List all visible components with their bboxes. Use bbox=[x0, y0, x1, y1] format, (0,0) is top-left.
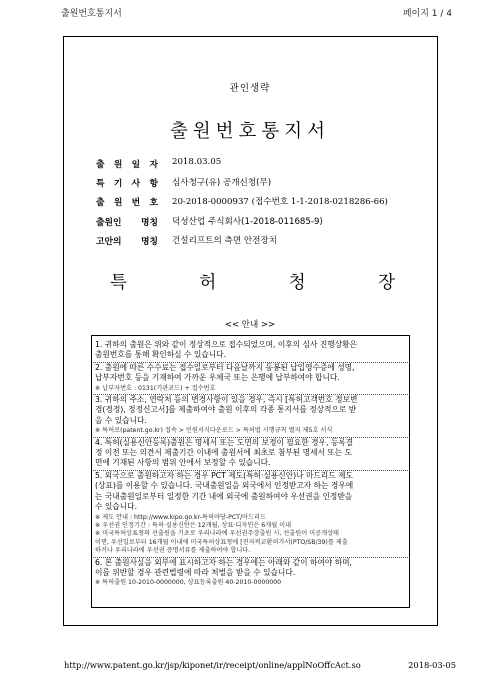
notice-text bbox=[93, 340, 410, 363]
notice-text bbox=[93, 438, 410, 471]
field-value: 덕성산업 주식회사(1-2018-011685-9) bbox=[172, 216, 323, 227]
notice-note bbox=[93, 514, 410, 558]
notice-item-3 bbox=[93, 395, 410, 438]
note-line: 이면, 우선일로부터 16개월 이내에 미국특허상표청에 [전자적교환허가서(PTO/SB/39)를 제출 bbox=[95, 538, 348, 546]
document-subtitle: 관인생략 bbox=[229, 83, 271, 94]
issuer-char: 장 bbox=[378, 273, 395, 293]
field-value: 건설리프트의 측면 안전장치 bbox=[172, 235, 278, 246]
note-line: ※ 미국특허상표청의 선출원을 기초로 우리나라에 우선권주장출원 시, 선출원이 미공개상태 bbox=[95, 530, 340, 538]
notice-item-2 bbox=[93, 363, 410, 395]
browser-print-header bbox=[0, 0, 500, 24]
field-label: 고안의 명칭 bbox=[96, 236, 158, 247]
notice-list bbox=[93, 340, 410, 589]
field-label: 출 원 번 호 bbox=[96, 198, 158, 209]
notice-line: 5. 외국으로 출원하고자 하는 경우 PCT 제도(특허·실용신안)나 마드리드 제도 bbox=[95, 470, 353, 480]
footer-date: 2018-03-05 bbox=[408, 660, 456, 670]
guide-heading: << 안내 >> bbox=[224, 320, 276, 330]
notice-line: 수 있습니다. bbox=[95, 502, 138, 512]
note-line: ※ 제도 안내 : http://www.kipo.go.kr-특허마당-PCT/마드리드 bbox=[95, 513, 266, 521]
note-line: ※ 납부자번호 : 0131(기관코드) + 접수번호 bbox=[95, 384, 216, 392]
note-line: ※ 특허로(patent.go.kr) 접속 > 민원서식다운로드 > 특허법 시행규칙 별지 제5호 서식 bbox=[95, 427, 333, 435]
notice-line: 1. 귀하의 출원은 위와 같이 정상적으로 접수되었으며, 이후의 심사 진행상황은 bbox=[95, 340, 357, 349]
notice-line: 이를 위반할 경우 관련법령에 따라 처벌을 받을 수 있습니다. bbox=[95, 567, 296, 577]
issuer-char: 청 bbox=[288, 273, 306, 293]
note-line: 하거나 우리나라에 우선권 증명서류를 제출하여야 합니다. bbox=[95, 547, 251, 555]
notice-note bbox=[93, 427, 410, 437]
notice-item-1 bbox=[93, 340, 410, 363]
field-value: 심사청구(유) 공개신청(무) bbox=[172, 178, 272, 189]
notice-line: 4. 특허(실용신안등록)출원은 명세서 또는 도면의 보정이 필요한 경우, 등록결 bbox=[95, 437, 354, 447]
field-value: 20-2018-0000937 (접수번호 1-1-2018-0218286-66) bbox=[172, 197, 388, 208]
notice-line: 2. 출원에 따른 수수료는 접수일로부터 다음날까지 동봉된 납입영수증에 성명, bbox=[95, 362, 355, 372]
notice-line: 6. 본 출원사실을 외부에 표시하고자 하는 경우에는 아래와 같이 하여야 하며, bbox=[95, 557, 353, 567]
print-header-title: 출원번호통지서 bbox=[61, 9, 122, 19]
document-title: 출원번호통지서 bbox=[169, 121, 331, 142]
notice-text bbox=[93, 471, 410, 514]
notice-line: (상표)를 이용할 수 있습니다. 국내출원일을 외국에서 인정받고자 하는 경우에 bbox=[95, 481, 354, 491]
notice-item-4 bbox=[93, 438, 410, 471]
page-indicator: 페이지 1 / 4 bbox=[402, 9, 452, 19]
notice-line: 면에 기재된 사항의 범위 안에서 보정할 수 있습니다. bbox=[95, 458, 271, 468]
notice-text bbox=[93, 363, 410, 385]
issuer-char: 특 bbox=[110, 273, 127, 293]
notice-line: 납부자번호 등을 기재하여 가까운 우체국 또는 은행에 납부하여야 합니다. bbox=[95, 373, 340, 383]
notice-line: 는 국내출원일로부터 일정한 기간 내에 외국에 출원하여야 우선권을 인정받을 bbox=[95, 491, 353, 501]
field-value: 2018.03.05 bbox=[172, 157, 222, 167]
field-label: 출원인 명칭 bbox=[96, 217, 158, 228]
notice-line: 경(경정), 정정신고서]를 제출하여야 출원 이후의 각종 통지서를 정상적으로 받 bbox=[95, 405, 357, 415]
notice-line: 3. 귀하의 주소, 연락처 등의 변경사항이 있을 경우, 즉시 [특허고객번호 정보변 bbox=[95, 395, 358, 405]
issuer-name bbox=[110, 269, 395, 294]
note-line: ※ 특허출원 10-2010-0000000, 상표등록출원 40-2010-0000000 bbox=[95, 579, 282, 587]
field-label: 특 기 사 항 bbox=[96, 179, 158, 190]
footer-url: http://www.patent.go.kr/jsp/kiponet/ir/receipt/online/applNoOffcAct.so bbox=[64, 660, 361, 670]
notice-item-6 bbox=[93, 558, 410, 589]
notice-line: 을 수 있습니다. bbox=[95, 415, 147, 425]
note-line: ※ 우선권 인정기간 : 특허·실용신안은 12개월, 상표·디자인은 6개월 이내 bbox=[95, 521, 292, 529]
notice-text bbox=[93, 558, 410, 580]
field-label: 출 원 일 자 bbox=[96, 160, 158, 170]
notice-line: 출원번호를 통해 확인하실 수 있습니다. bbox=[95, 350, 227, 360]
notice-note bbox=[93, 385, 410, 395]
notice-note bbox=[93, 579, 410, 588]
notice-text bbox=[93, 395, 410, 427]
issuer-char: 허 bbox=[199, 273, 217, 293]
print-footer bbox=[0, 660, 500, 674]
notice-line: 정 이전 또는 의견서 제출기간 이내에 출원서에 최초로 첨부된 명세서 또는 도 bbox=[95, 448, 353, 458]
notice-item-5 bbox=[93, 471, 410, 558]
